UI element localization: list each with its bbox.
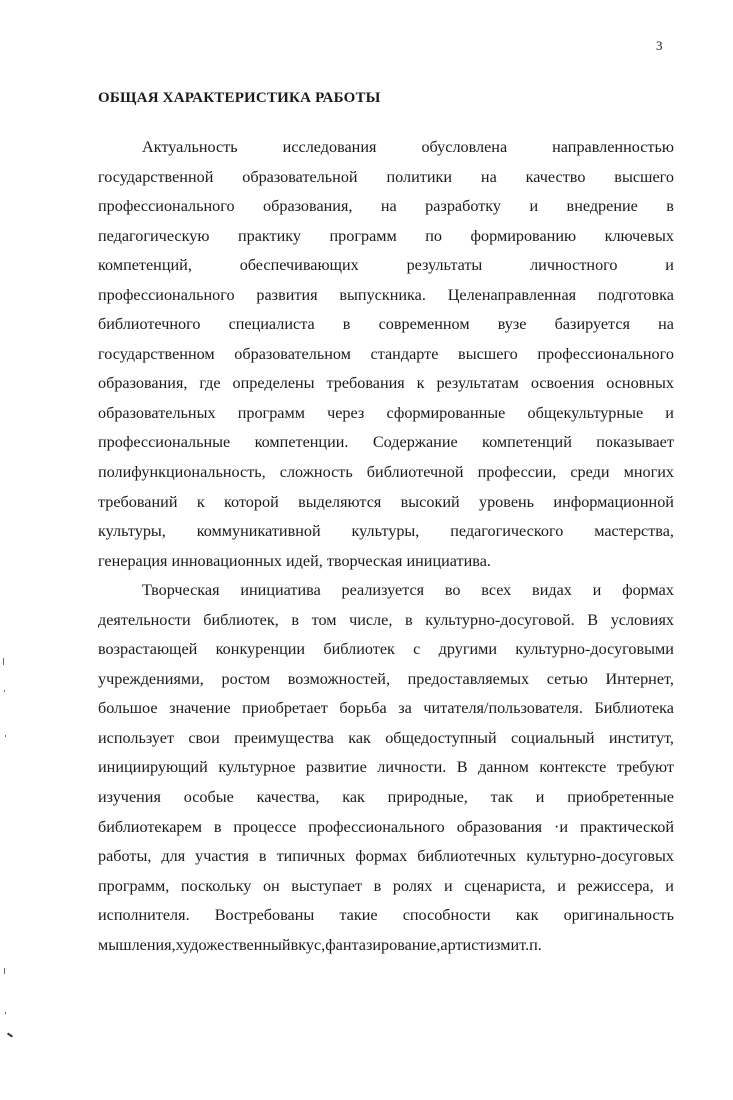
word: библиотекарем <box>98 817 202 836</box>
word: особые <box>183 788 234 807</box>
word: культурное <box>218 758 296 777</box>
text-line <box>98 783 674 813</box>
word: политики <box>386 167 453 186</box>
text-line <box>98 547 674 577</box>
word: выпускника. <box>339 285 426 304</box>
word: предоставляемых <box>407 669 530 688</box>
word: качества, <box>256 788 320 807</box>
word: и <box>557 876 566 895</box>
word: изучения <box>98 788 161 807</box>
word: использует <box>98 728 175 747</box>
word: способности <box>402 906 491 925</box>
section-heading: ОБЩАЯ ХАРАКТЕРИСТИКА РАБОТЫ <box>98 90 381 106</box>
text-line <box>98 251 674 281</box>
word: режиссера, <box>577 876 654 895</box>
word: культуры, <box>98 522 166 541</box>
word: развитие <box>305 758 367 777</box>
word: профессионального <box>98 285 235 304</box>
word: в <box>291 610 300 629</box>
word: как <box>348 728 371 747</box>
word: направленностью <box>552 138 674 156</box>
word: образования, <box>263 197 353 216</box>
word: ·и <box>553 817 569 836</box>
scan-speck <box>4 968 5 974</box>
text-line <box>98 901 674 931</box>
word: уровень <box>478 492 535 511</box>
word: развития <box>256 285 318 304</box>
word: Актуальность <box>142 138 238 156</box>
word: которой <box>224 492 279 511</box>
word: культурно-досуговыми <box>515 640 674 659</box>
word: показывает <box>596 433 674 452</box>
word: поскольку <box>180 876 252 895</box>
word: Творческая <box>142 581 220 600</box>
word: артистизм <box>440 935 511 954</box>
text-line <box>98 488 674 518</box>
word: основных <box>606 374 674 393</box>
word: в <box>404 610 413 629</box>
word: практику <box>237 226 301 245</box>
text-line <box>98 931 674 961</box>
word: Библиотека <box>594 699 674 718</box>
text-line <box>98 310 674 340</box>
word: социальный <box>511 728 595 747</box>
word: значение <box>169 699 231 718</box>
word: и <box>665 403 674 422</box>
word: типичных <box>276 847 346 866</box>
word: профессионального <box>308 817 445 836</box>
word: общедоступный <box>385 728 497 747</box>
word: во <box>444 581 461 600</box>
word: вкус, <box>290 935 326 954</box>
word: всех <box>481 581 512 600</box>
word: разработку <box>425 197 502 216</box>
word: современном <box>378 315 470 334</box>
word: по <box>425 226 443 245</box>
word: контексте <box>539 758 607 777</box>
word: исполнителя. <box>98 906 190 925</box>
text-line <box>98 517 674 547</box>
word: мастерства, <box>594 522 674 541</box>
word: художественный <box>175 935 291 954</box>
word: данном <box>478 758 529 777</box>
word: образовательном <box>234 344 351 363</box>
word: на <box>480 167 497 186</box>
word: такие <box>339 906 378 925</box>
word: обусловлена <box>421 138 508 156</box>
word: педагогического <box>450 522 564 541</box>
word: фантазирование, <box>325 935 441 954</box>
word: к <box>416 374 425 393</box>
word: и <box>535 788 545 807</box>
word: приобретенные <box>567 788 674 807</box>
word: полифункциональность, <box>98 463 266 482</box>
word: сформированные <box>386 403 506 422</box>
word: видах <box>532 581 572 600</box>
text-line <box>98 576 674 606</box>
word: как <box>342 788 365 807</box>
word: деятельности <box>98 610 191 629</box>
word: профессиональные <box>98 433 231 452</box>
word: и <box>665 876 674 895</box>
word: в <box>213 817 222 836</box>
word: участия <box>195 847 249 866</box>
word: компетенции. <box>254 433 349 452</box>
word: и <box>510 935 520 954</box>
word: для <box>161 847 186 866</box>
text-line <box>98 222 674 252</box>
word: другими <box>438 640 498 659</box>
word: возможностей, <box>287 669 390 688</box>
word: формах <box>622 581 674 600</box>
word: учреждениями, <box>98 669 204 688</box>
word: инициатива <box>240 581 321 600</box>
word: высшего <box>614 167 674 186</box>
word: к <box>196 492 205 511</box>
word: требований <box>98 492 178 511</box>
word: В <box>456 758 468 777</box>
word: специалиста <box>228 315 315 334</box>
text-line <box>98 369 674 399</box>
word: общекультурные <box>527 403 644 422</box>
text-line <box>98 340 674 370</box>
word: подготовка <box>597 285 674 304</box>
word: библиотечного <box>98 315 201 334</box>
word: требуют <box>616 758 674 777</box>
text-line <box>98 665 674 695</box>
text-line <box>98 281 674 311</box>
text-line <box>98 163 674 193</box>
word: личностного <box>530 256 618 275</box>
text-line <box>98 813 674 843</box>
word: сетью <box>546 669 588 688</box>
word: в <box>666 197 674 216</box>
word: компетенций <box>482 433 572 452</box>
word: библиотечной <box>366 463 464 482</box>
word: генерация инновационных идей, творческая инициатива. <box>98 551 491 570</box>
word: формах <box>355 847 408 866</box>
word: личности. <box>377 758 447 777</box>
word: он <box>262 876 280 895</box>
word: информационной <box>553 492 674 511</box>
word: природные, <box>387 788 468 807</box>
word: и <box>665 256 674 275</box>
word: в <box>342 315 351 334</box>
word: Интернет, <box>605 669 674 688</box>
word: определены <box>232 374 315 393</box>
word: большое <box>98 699 158 718</box>
word: конкуренции <box>215 640 306 659</box>
scan-speck <box>7 1032 13 1037</box>
word: числе, <box>349 610 393 629</box>
word: библиотек <box>323 640 395 659</box>
word: базируется <box>554 315 630 334</box>
word: сценариста, <box>464 876 546 895</box>
word: в <box>258 847 267 866</box>
word: том <box>311 610 337 629</box>
word: т.п. <box>519 935 542 954</box>
word: и <box>444 876 453 895</box>
word: среди <box>570 463 610 482</box>
word: на <box>658 315 674 334</box>
word: государственном <box>98 344 215 363</box>
word: профессионального <box>537 344 674 363</box>
word: вузе <box>497 315 527 334</box>
word: библиотек, <box>203 610 279 629</box>
word: Востребованы <box>214 906 315 925</box>
word: возрастающей <box>98 640 198 659</box>
body-text <box>98 133 674 960</box>
word: где <box>199 374 221 393</box>
text-line <box>98 428 674 458</box>
word: компетенций, <box>98 256 192 275</box>
word: результаты <box>406 256 483 275</box>
word: образования, <box>98 374 188 393</box>
scan-speck <box>4 690 5 692</box>
word: стандарте <box>370 344 439 363</box>
word: за <box>398 699 412 718</box>
word: так <box>490 788 513 807</box>
word: и <box>529 197 539 216</box>
word: выделяются <box>298 492 382 511</box>
text-line <box>98 192 674 222</box>
word: ролях <box>392 876 433 895</box>
word: образовательных <box>98 403 216 422</box>
word: реализуется <box>341 581 425 600</box>
text-line <box>98 606 674 636</box>
word: практической <box>579 817 674 836</box>
word: оригинальность <box>563 906 674 925</box>
word: ростом <box>221 669 271 688</box>
word: приобретает <box>242 699 328 718</box>
word: работы, <box>98 847 152 866</box>
text-line <box>98 635 674 665</box>
word: ключевых <box>604 226 674 245</box>
word: профессионального <box>98 197 235 216</box>
word: процессе <box>233 817 297 836</box>
scan-speck <box>5 1012 6 1014</box>
word: освоения <box>530 374 595 393</box>
word: Содержание <box>372 433 458 452</box>
word: программ, <box>98 876 170 895</box>
word: на <box>380 197 397 216</box>
word: мышления, <box>98 935 176 954</box>
word: качество <box>525 167 586 186</box>
word: культурно-досуговых <box>526 847 674 866</box>
text-line <box>98 842 674 872</box>
word: Целенаправленная <box>447 285 577 304</box>
text-line <box>98 724 674 754</box>
text-line <box>98 872 674 902</box>
word: образования <box>456 817 543 836</box>
word: выступает <box>291 876 363 895</box>
text-line <box>98 458 674 488</box>
word: условиях <box>610 610 674 629</box>
word: формированию <box>470 226 577 245</box>
scan-speck <box>5 735 6 737</box>
word: образовательной <box>242 167 358 186</box>
word: как <box>515 906 539 925</box>
word: программ <box>329 226 397 245</box>
word: коммуникативной <box>196 522 321 541</box>
text-line <box>98 133 674 163</box>
word: педагогическую <box>98 226 210 245</box>
word: высокий <box>400 492 460 511</box>
word: культуры, <box>351 522 420 541</box>
word: свои <box>188 728 220 747</box>
scan-speck <box>3 658 4 665</box>
word: через <box>327 403 365 422</box>
word: сложность <box>279 463 353 482</box>
word: в <box>373 876 382 895</box>
word: требования <box>326 374 405 393</box>
word: программ <box>237 403 305 422</box>
text-line <box>98 399 674 429</box>
page-number: 3 <box>656 38 663 53</box>
word: внедрение <box>566 197 638 216</box>
text-line <box>98 694 674 724</box>
word: библиотечных <box>417 847 517 866</box>
word: читателя/пользователя. <box>423 699 583 718</box>
word: борьба <box>339 699 387 718</box>
word: преимущества <box>234 728 334 747</box>
word: и <box>592 581 602 600</box>
word: В <box>587 610 599 629</box>
word: институт, <box>608 728 674 747</box>
word: обеспечивающих <box>239 256 359 275</box>
word: высшего <box>458 344 518 363</box>
text-line <box>98 753 674 783</box>
word: с <box>413 640 421 659</box>
word: инициирующий <box>98 758 208 777</box>
word: исследования <box>282 138 377 156</box>
word: результатам <box>436 374 519 393</box>
word: многих <box>623 463 674 482</box>
word: культурно-досуговой. <box>425 610 575 629</box>
word: профессии, <box>477 463 557 482</box>
word: государственной <box>98 167 214 186</box>
